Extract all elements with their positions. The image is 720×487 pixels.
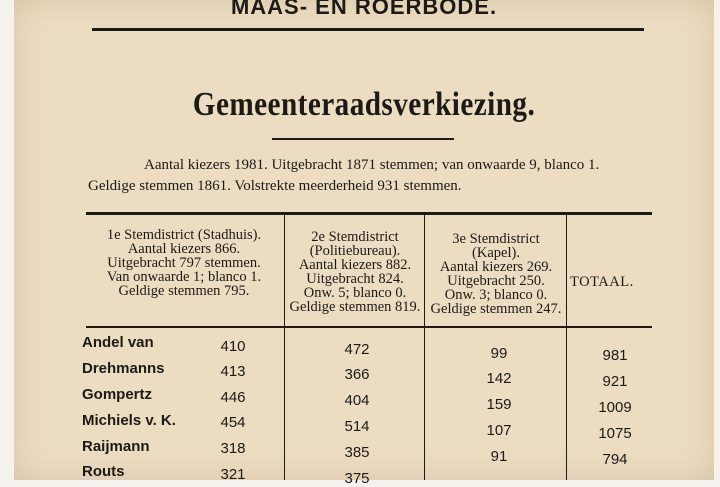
- district-1-line: Uitgebracht 797 stemmen.: [107, 255, 261, 271]
- district-3-line: Uitgebracht 250.: [447, 273, 545, 289]
- district-2-line: Uitgebracht 824.: [306, 271, 404, 287]
- column-divider-3: [566, 215, 567, 480]
- total-votes: 921: [602, 373, 628, 390]
- district-1-line: Van onwaarde 1; blanco 1.: [106, 269, 262, 285]
- district-3-line: Geldige stemmen 247.: [430, 301, 562, 317]
- intro-line-2: Geldige stemmen 1861. Volstrekte meerderheid 931 stemmen.: [88, 178, 462, 194]
- district-2-line: Onw. 5; blanco 0.: [303, 285, 407, 301]
- intro-paragraph: [88, 155, 688, 197]
- district-3-line: (Kapel).: [472, 245, 520, 261]
- district-2-votes: 385: [344, 444, 370, 461]
- district-2-line: (Politiebureau).: [309, 243, 401, 259]
- district-3-votes: 91: [490, 448, 508, 465]
- district-2-header: [286, 230, 424, 314]
- candidate-name: Andel van: [82, 334, 154, 351]
- column-divider-1: [284, 215, 285, 480]
- total-votes: 981: [602, 347, 628, 364]
- district-3-votes: 142: [486, 370, 512, 387]
- candidate-name: Routs: [82, 463, 125, 480]
- district-2-votes: 514: [344, 418, 370, 435]
- district-2-votes: 472: [344, 341, 370, 358]
- district-1-votes: 318: [220, 440, 246, 457]
- district-1-header: [86, 228, 282, 298]
- district-2-line: Aantal kiezers 882.: [298, 257, 412, 273]
- district-1-line: Aantal kiezers 866.: [127, 241, 241, 257]
- newspaper-page: [14, 0, 714, 487]
- intro-line-1: Aantal kiezers 1981. Uitgebracht 1871 stemmen; van onwaarde 9, blanco 1.: [144, 157, 600, 173]
- district-3-header: [426, 232, 566, 316]
- district-3-line: Aantal kiezers 269.: [439, 259, 553, 275]
- district-1-votes: 446: [220, 389, 246, 406]
- district-3-line: Onw. 3; blanco 0.: [444, 287, 548, 303]
- total-votes: 1009: [598, 399, 632, 416]
- masthead-rule: [92, 28, 644, 31]
- total-header: TOTAAL.: [570, 274, 634, 290]
- district-1-line: Geldige stemmen 795.: [118, 283, 250, 299]
- district-1-votes: 321: [220, 466, 246, 483]
- candidate-name: Michiels v. K.: [82, 412, 176, 429]
- candidate-name: Drehmanns: [82, 360, 165, 377]
- total-votes: 794: [602, 451, 628, 468]
- table-top-rule: [86, 212, 652, 215]
- candidate-name: Raijmann: [82, 438, 150, 455]
- total-votes: 1075: [598, 425, 632, 442]
- district-2-votes: 366: [344, 366, 370, 383]
- candidate-name: Gompertz: [82, 386, 153, 403]
- district-1-votes: 454: [220, 414, 246, 431]
- column-divider-2: [424, 215, 425, 480]
- district-2-votes: 375: [344, 470, 370, 487]
- district-3-votes: 107: [486, 422, 512, 439]
- headline-underline: [272, 138, 454, 140]
- table-header-rule: [86, 326, 652, 328]
- district-2-line: Geldige stemmen 819.: [289, 299, 421, 315]
- headline: Gemeenteraadsverkiezing.: [192, 86, 536, 123]
- district-2-votes: 404: [344, 392, 370, 409]
- district-2-line: 2e Stemdistrict: [311, 229, 399, 245]
- masthead: MAAS- EN ROERBODE.: [230, 0, 498, 19]
- district-3-votes: 99: [490, 345, 508, 362]
- district-1-votes: 413: [220, 363, 246, 380]
- district-1-votes: 410: [220, 338, 246, 355]
- district-3-line: 3e Stemdistrict: [452, 231, 540, 247]
- district-3-votes: 159: [486, 396, 512, 413]
- district-1-line: 1e Stemdistrict (Stadhuis).: [106, 227, 262, 243]
